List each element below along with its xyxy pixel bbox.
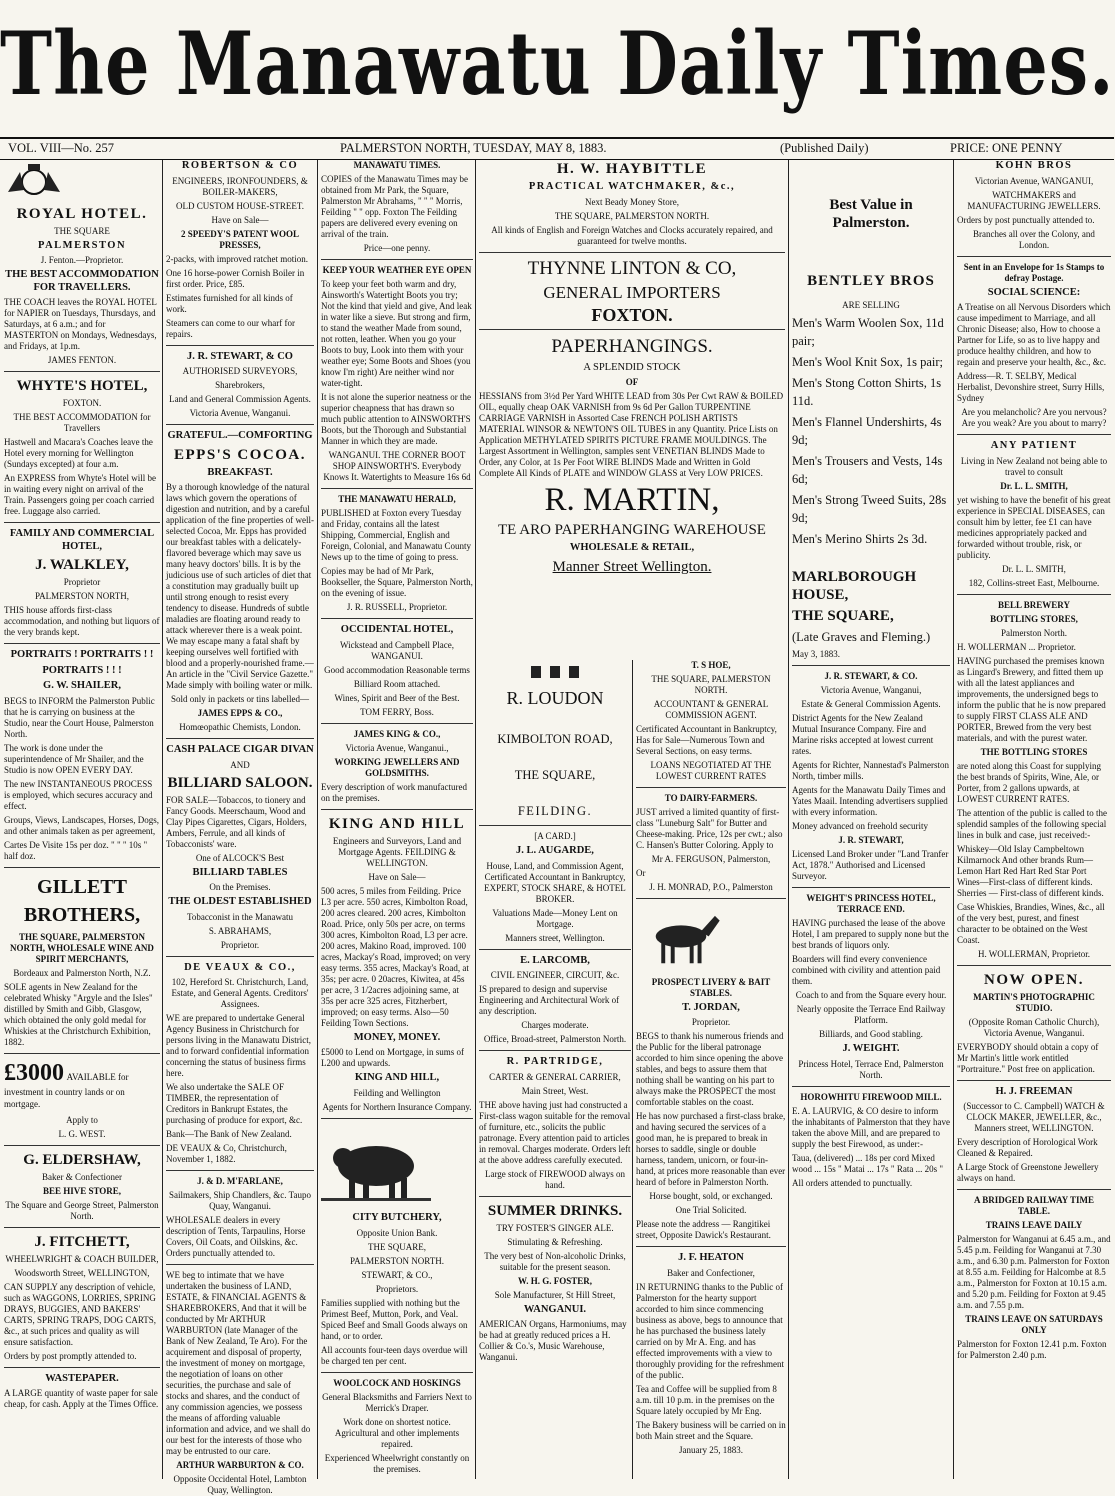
case-text: Case Whiskies, Brandies, Wines, &c., all of the very best, purest, and finest character to be obtained on the West Coast.: [957, 901, 1105, 945]
epps-breakfast: BREAKFAST.: [207, 466, 273, 478]
bell-addr: Palmerston North.: [1001, 627, 1067, 638]
martin-trade: TE ARO PAPERHANGING WAREHOUSE: [498, 522, 766, 538]
column-6: [957, 160, 1111, 1479]
eldershaw-trade: Baker & Confectioner: [42, 1171, 122, 1182]
ornament-icon: [525, 662, 585, 682]
price-penny: Price—one penny.: [363, 243, 431, 253]
nearly: Nearly opposite the Terrace End Railway Platform.: [796, 1004, 946, 1025]
cash-palace: CASH PALACE CIGAR DIVAN: [166, 744, 314, 755]
shailer-text-4: Groups, Views, Landscapes, Horses, Dogs, and other animals taken as per agreement,: [4, 814, 160, 836]
card-label: [A CARD.]: [534, 831, 576, 841]
haybittle-text: All kinds of English and Foreign Watches and Clocks accurately repaired, and guaranteed for twelve months.: [491, 224, 773, 246]
whytes-hotel-accom: THE BEST ACCOMMODATION for Travellers: [13, 412, 151, 433]
butchery-square: THE SQUARE,: [368, 1241, 426, 1252]
wollerman-2: H. WOLLERMAN, Proprietor.: [977, 948, 1091, 959]
shailer-text: BEGS to INFORM the Palmerston Public that he is carrying on business at the Studio, near the Court House, Palmerston North.: [4, 695, 155, 739]
occidental-billiard: Billiard Room attached.: [353, 678, 441, 689]
smith-name: Dr. L. L. SMITH,: [1000, 480, 1068, 491]
royal-hotel-coach: THE COACH leaves the ROYAL HOTEL for NAPIER on Tuesdays, Thursdays, and Saturdays, at 6 a.m.; and for MASTERTON on Mondays, Wednesdays, and Fridays, at 1p.m.: [4, 297, 157, 351]
butchery-text-2: All accounts four-teen days overdue will be charged ten per cent.: [321, 1344, 468, 1366]
monrad: J. H. MONRAD, P.O., Palmerston: [649, 882, 773, 892]
occidental-wines: Wines, Spirit and Beer of the Best.: [334, 692, 460, 703]
summer-drinks: SUMMER DRINKS.: [487, 1202, 623, 1219]
freeman-text-3: A Large Stock of Greenstone Jewellery always on hand.: [957, 1162, 1099, 1183]
butchery-proprietors: Proprietors.: [375, 1283, 419, 1294]
heaton-text: IN RETURNING thanks to the Public of Palmerston for the hearty support accorded to him since commencing business as above, begs to announce that he has purchased the business lately carried on by Mr A. Eng. and has effected improvements with a view to thoroughly providing for the refreshment of the public.: [636, 1281, 784, 1380]
sent-envelope: Sent in an Envelope for 1s Stamps to defray Postage.: [963, 261, 1105, 283]
horse-illustration-icon: [636, 908, 726, 968]
haybittle-next: Next Beady Money Store,: [585, 196, 679, 207]
heaton-text-2: Tea and Coffee will be supplied from 8 a.m. till 10 p.m. in the premises on the Square lately occupied by Mr Eng.: [636, 1383, 777, 1416]
sale-text: FOR SALE—Tobaccos, to tionery and Fancy Goods. Meerschaum, Wood and Clay Pipes Cigarettes, Cigars, Holders, Ambers, Ferrule, and all kinds of Tobacconists' ware.: [166, 794, 307, 849]
address-note: Please note the address — Rangitikei street, Opposite Dawick's Restaurant.: [636, 1219, 771, 1240]
stock-list: HESSIANS from 3½d Per Yard WHITE LEAD from 30s Per Cwt RAW & BOILED OIL, equally cheap OAK VARNISH from 9s 6d Per Gallon TURPENTINE CARRIAGE VARNISH in Assorted Case FRENCH POLISH ARTISTS MATERIAL WINSOR & NEWTON'S OIL TUBES in any Quantity. Price Lists on Application METHYLATED SPIRITS PICTURE FRAME MOULDINGS. The Largest Assortment in Wellington, samples sent VENETIAN BLINDS Made to Order, any Color, at 1s Per Foot WIRE BLINDS Made and Written in Gold Complete All Kinds of PLATE and WINDOW GLASS at Very LOW PRICES.: [479, 391, 784, 478]
herald-text: PUBLISHED at Foxton every Tuesday and Friday, contains all the latest Shipping, Commercial, English and Foreign, Colonial, and Manawatu County News up to the time of going to press.: [321, 508, 471, 562]
partridge-fire: Large stock of FIREWOOD always on hand.: [484, 1168, 626, 1190]
american-organs: AMERICAN Organs, Harmoniums, may be had at greatly reduced prices a H. Collier & Co.'s, Music Warehouse, Wanganui.: [479, 1319, 627, 1362]
deveaux-text-2: We also undertake the SALE OF TIMBER, the representation of Creditors in Bankrupt Estates, the purchasing of produce for export, &c.: [166, 1082, 303, 1125]
walkley-text: THIS house affords first-class accommodation, and nothing but liquors of the very brands kept.: [4, 605, 160, 637]
larcomb-charges: Charges moderate.: [521, 1020, 589, 1030]
warburton-addr: Opposite Occidental Hotel, Lambton Quay, Wellington.: [173, 1474, 307, 1495]
tobacconist: Tobacconist in the Manawatu: [186, 911, 294, 922]
column-rule: [788, 160, 789, 1479]
column-rule: [317, 160, 318, 1479]
whytes-hotel-title: WHYTE'S HOTEL,: [16, 378, 148, 394]
dateline: [0, 137, 1114, 160]
martin-photo-addr: (Opposite Roman Catholic Church), Victoria Avenue, Wanganui.: [968, 1016, 1100, 1038]
heaton-name: J. F. HEATON: [678, 1252, 744, 1263]
heaton-date: January 25, 1883.: [679, 1444, 743, 1455]
social-science: SOCIAL SCIENCE:: [987, 286, 1081, 298]
martin-photo: MARTIN'S PHOTOGRAPHIC STUDIO.: [973, 991, 1095, 1013]
robertson-name: ROBERTSON & CO: [181, 160, 299, 171]
mfarlane-trade: Sailmakers, Ship Chandlers, &c. Taupo Quay, Wanganui.: [169, 1190, 311, 1211]
eldershaw-name: G. ELDERSHAW,: [23, 1151, 141, 1168]
russell: J. R. RUSSELL, Proprietor.: [346, 602, 448, 612]
augarde-val: Valuations Made—Money Lent on Mortgage.: [492, 907, 618, 929]
fitchett-trade: WHEELWRIGHT & COACH BUILDER,: [5, 1253, 159, 1264]
robertson-ratchet: 2-packs, with improved ratchet motion.: [166, 253, 308, 264]
royal-hotel-prop: J. Fenton.—Proprietor.: [40, 255, 124, 265]
ferguson: Mr A. FERGUSON, Palmerston,: [651, 854, 771, 864]
copies-text: COPIES of the Manawatu Times may be obtained from Mr Park, the Square, Palmerston Mr Abrahams, " " " Morris, Feilding " " opp. Foxton The Feilding papers are delivered every evening on arrival of the train.: [321, 174, 468, 239]
stewart-land: Land and General Commission Agents.: [169, 394, 311, 404]
freeman-text-2: Every description of Horological Work Cleaned & Repaired.: [957, 1137, 1098, 1158]
stewart-name-3: J. R. STEWART,: [838, 835, 904, 845]
gillett-brothers: GILLETT BROTHERS,: [23, 875, 141, 926]
billiards: Billiards, and Good stabling.: [819, 1029, 923, 1039]
warburton-text: WE beg to intimate that we have undertaken the business of LAND, ESTATE, & FINANCIAL AGENTS & SHAREBROKERS, And that it will be conducted by Mr ARTHUR WARBURTON (late Manager of the Bank of New Zealand, Te Aro). For the acquirement and disposal of property, the investment of money on mortgage, the negotiation of loans on other securities, the purchase and sale of stocks and shares, and the conduct of any commission agencies, we possess the means of affording valuable information and advice, and we shall do our best for the interests of those who may be entrusted to our care.: [166, 1270, 311, 1456]
fitchett-post: Orders by post promptly attended to.: [4, 1350, 137, 1361]
firewood-prices: Taua, (delivered) ... 18s per cord Mixed wood ... 15s " Matai ... 17s " Rata ... 20s ": [792, 1152, 944, 1174]
king-hill: KING AND HILL: [328, 815, 466, 832]
loudon-name: R. LOUDON: [506, 688, 604, 708]
martin-name: R. MARTIN,: [544, 482, 720, 518]
partridge-text: THE above having just had constructed a First-class wagon suitable for the removal of furniture, etc., solicits the public patronage. Every attention paid to articles in removal. Charges moderate. Orders left at the above address carefully executed.: [479, 1099, 631, 1165]
king-hill-list: 500 acres, 5 miles from Feilding. Price L3 per acre. 550 acres, Kimbolton Road, 200 acres cleared. 200 acres, Kimbolton Road. Price, only 50s per acre, on terms 300 acres, Kimbolton Road, L3 per acre. 200 acres, Makino Road, improved. 100 acres, Mackay's Road, improved; on very easy terms. 355 acres, Mackay's Road, at 35s; per acre. 0 20acres, Kiwitea, at 45s per acre, 3 1/2acres adjoining same, at 35s per acre 325 acres, Fitzherbert, improved; on easy terms. Also—50 Feilding Town Sections.: [321, 885, 471, 1028]
king-hill-2-addr: Feilding and Wellington: [353, 1087, 441, 1098]
robertson-presses: 2 SPEEDY'S PATENT WOOL PRESSES,: [180, 228, 300, 250]
fitchett-text: CAN SUPPLY any description of vehicle, such as WAGGONS, LORRIES, SPRING DRAYS, BUGGIES, AND BAKERS' CARTS, SPRING TRAPS, DOG CARTS, &c., at such prices and quality as will ensure satisfaction.: [4, 1281, 157, 1347]
partridge-name: R. PARTRIDGE,: [506, 1056, 604, 1067]
questions: Are you melancholic? Are you nervous? Are you weak? Are you about to marry?: [961, 407, 1107, 428]
robertson-steamers: Steamers can come to our wharf for repairs.: [166, 317, 295, 339]
item-6: Men's Strong Tweed Suits, 28s 9d;: [792, 493, 947, 525]
column-rule: [162, 160, 163, 1479]
heaton-trade: Baker and Confectioner,: [667, 1267, 755, 1278]
larcomb-text: IS prepared to design and supervise Engineering and Architectural Work of any description.: [479, 984, 620, 1016]
haybittle-trade: PRACTICAL WATCHMAKER, &c.,: [528, 181, 736, 192]
robertson-sale: Have on Sale—: [211, 214, 269, 225]
column-rule: [953, 160, 954, 1479]
wollerman: H. WOLLERMAN ... Proprietor.: [957, 641, 1076, 652]
trains-saturdays: TRAINS LEAVE ON SATURDAYS ONLY: [965, 1314, 1103, 1335]
mfarlane-text: WHOLESALE dealers in every description of Tents, Tarpaulins, Horse Covers, Oil Coats, and Oilskins, &c. Orders punctually attended to.: [166, 1215, 306, 1258]
gillett-addr: Bordeaux and Palmerston North, N.Z.: [13, 967, 151, 978]
family-hotel-title: FAMILY AND COMMERCIAL HOTEL,: [9, 528, 155, 552]
larcomb-office: Office, Broad-street, Palmerston North.: [483, 1034, 627, 1044]
thynne-trade: GENERAL IMPORTERS: [543, 282, 721, 302]
keep-dry-text-2: It is not alone the superior neatness or the superior cheapness that has drawn so much public attention to AINSWORTH'S Boots, but the Thorough and Substantial Manner in which they are made.: [321, 392, 471, 446]
fitchett-addr: Woodsworth Street, WELLINGTON,: [14, 1267, 150, 1278]
bell-brewery: BELL BREWERY: [998, 599, 1070, 610]
fitchett-name: J. FITCHETT,: [34, 1233, 130, 1250]
saturdays-text: Palmerston for Foxton 12.41 p.m. Foxton for Palmerston 2.40 p.m.: [957, 1339, 1107, 1360]
paperhangings: PAPERHANGINGS.: [551, 335, 713, 357]
epps-name: EPPS'S COCOA.: [173, 446, 306, 463]
heaton-text-3: The Bakery business will be carried on in both Main street and the Square.: [636, 1419, 786, 1441]
column-4-left: [479, 660, 631, 1479]
stewart-addr: Victoria Avenue, Wanganui.: [189, 408, 291, 418]
keep-dry-text: To keep your feet both warm and dry, Ainsworth's Watertight Boots you try; Not the kind that yield and give, And leak in water like a sieve. But strong and firm, to stand the weather Made from sound, not rotten, leather. When you go your Boots to buy, Look into them with your weather eye; Some Boots and Shoes (you know I'm right) Are neither wind nor water-tight.: [321, 279, 472, 388]
smith-addr: 182, Collins-street East, Melbourne.: [968, 577, 1100, 588]
loans: LOANS NEGOTIATED AT THE LOWEST CURRENT RATES: [650, 760, 772, 781]
opposite-bank: Opposite Union Bank.: [356, 1227, 438, 1238]
deveaux-bank: Bank—The Bank of New Zealand.: [166, 1129, 292, 1139]
money-text: £5000 to Lend on Mortgage, in sums of L200 and upwards.: [321, 1047, 464, 1068]
woolcock-trade: General Blacksmiths and Farriers Next to Merrick's Draper.: [322, 1391, 472, 1413]
king-trade: WORKING JEWELLERS AND GOLDSMITHS.: [334, 756, 460, 778]
butchery-text: Families supplied with nothing but the Primest Beef, Mutton, Pork, and Veal. Spiced Beef and Small Goods always on hand, or to order.: [321, 1297, 468, 1341]
stewart-trade-2: Estate & General Commission Agents.: [801, 699, 941, 709]
item-3: Men's Stong Cotton Shirts, 1s 11d.: [792, 376, 942, 408]
item-5: Men's Trousers and Vests, 14s 6d;: [792, 454, 943, 486]
foster-place: WANGANUI.: [523, 1303, 587, 1315]
royal-hotel-sign: JAMES FENTON.: [47, 355, 117, 365]
epps-sold: Sold only in packets or tins labelled—: [171, 694, 309, 704]
partridge-addr: Main Street, West.: [521, 1085, 589, 1096]
billiard-saloon: BILLIARD SALOON.: [167, 774, 313, 791]
eldershaw-store: BEE HIVE STORE,: [42, 1185, 122, 1196]
column-2: [166, 160, 314, 1495]
splendid-stock: A SPLENDID STOCK: [583, 361, 681, 373]
robertson-addr: OLD CUSTOM HOUSE-STREET.: [176, 200, 304, 211]
foster-trade: Sole Manufacturer, St Hill Street,: [494, 1289, 616, 1300]
bull-illustration-icon: [321, 1128, 431, 1204]
place-date: PALMERSTON NORTH, TUESDAY, MAY 8, 1883.: [340, 141, 607, 155]
alcock: One of ALCOCK'S Best: [195, 852, 285, 863]
abrahams-prop: Proprietor.: [220, 939, 260, 950]
hoe-name: T. S HOE,: [691, 660, 731, 670]
occidental-hotel: OCCIDENTAL HOTEL,: [340, 624, 454, 635]
column-4-right: [636, 660, 786, 1479]
kohn-trade: WATCHMAKERS and MANUFACTURING JEWELLERS.: [967, 189, 1101, 211]
orders-text: All orders attended to punctually.: [792, 1177, 913, 1188]
wastepaper-heading: WASTEPAPER.: [45, 1372, 119, 1384]
selby-addr: Address—R. T. SELBY, Medical Herbalist, Devonshire street, Surry Hills, Sydney: [957, 371, 1105, 403]
laurvig-text: E. A. LAURVIG, & CO desire to inform the inhabitants of Palmerston that they have taken the above Mill, and are prepared to supply the best Firewood, as under:-: [792, 1105, 950, 1149]
king-hill-sale: Have on Sale—: [368, 871, 426, 882]
smith-name-2: Dr. L. L. SMITH,: [1002, 563, 1066, 574]
robertson-est: Estimates furnished for all kinds of work.: [166, 292, 293, 314]
volume-number: VOL. VIII—No. 257: [8, 141, 115, 155]
stewart-text-2: Agents for Richter, Nannestad's Palmerston North, timber mills.: [792, 760, 949, 781]
shailer-price: Cartes De Visite 15s per doz. " " " 10s " half doz.: [4, 839, 148, 861]
royal-hotel-place: PALMERSTON: [37, 239, 127, 251]
freeman-text: (Successor to C. Campbell) WATCH & CLOCK MAKER, JEWELLER, &c., Manners street, WELLINGTON.: [963, 1101, 1105, 1133]
deveaux-sign: DE VEAUX & Co, Christchurch, November 1, 1882.: [166, 1143, 287, 1164]
weight-addr: Princess Hotel, Terrace End, Palmerston North.: [798, 1058, 944, 1080]
haybittle-name: H. W. HAYBITTLE: [556, 161, 708, 177]
column-1: [4, 160, 160, 1479]
dairy-heading: TO DAIRY-FARMERS.: [664, 793, 758, 803]
stewart-money: Money advanced on freehold security: [792, 821, 928, 831]
augarde-name: J. L. AUGARDE,: [516, 845, 594, 856]
horowhitu: HOROWHITU FIREWOOD MILL.: [800, 1091, 942, 1102]
deveaux-name: DE VEAUX & CO.,: [184, 961, 296, 973]
herald-copies: Copies may be had of Mr Park, Bookseller, the Square, Palmerston North, on the evening of issue.: [321, 566, 473, 598]
best-value: Best Value in Palmerston.: [829, 197, 913, 231]
pounds-amount: £3000: [4, 1059, 64, 1086]
summer-try: TRY FOSTER'S GINGER ALE.: [496, 1222, 614, 1233]
price: PRICE: ONE PENNY: [950, 141, 1063, 155]
stewart-share: Sharebrokers,: [215, 380, 265, 390]
dairy-text: JUST arrived a limited quantity of first-class "Luneburg Salt" for Butter and Cheese-making. Price, 12s per cwt.; also C. Hansen's Butter Coloring. Apply to: [636, 807, 783, 850]
stewart-text-4: Licensed Land Broker under "Land Tranfer Act, 1878." Authorised and Licensed Surveyor.: [792, 849, 949, 881]
king-addr: Victoria Avenue, Wanganui.,: [345, 742, 449, 753]
livery-stables: PROSPECT LIVERY & BAIT STABLES.: [651, 976, 771, 998]
kohn-bros: KOHN BROS: [995, 160, 1073, 171]
shailer-name: G. W. SHAILER,: [43, 680, 121, 691]
jordan-text: BEGS to thank his numerous friends and the Public for the liberal patronage accorded to him since opening the above stables, and begs to assure them that nothing shall be wanting on his part to always make the PROSPECT the most comfortable stables on the coast.: [636, 1031, 784, 1107]
weight-text: HAVING purchased the lease of the above Hotel, I am prepared to supply none but the best brands of liquors only.: [792, 918, 949, 950]
whytes-hotel-express: An EXPRESS from Whyte's Hotel will be in waiting every night on arrival of the Train. Passengers going per coach carried free. Luggage also carried.: [4, 473, 156, 516]
stewart-name: J. R. STEWART, & CO: [187, 350, 293, 362]
eldershaw-addr: The Square and George Street, Palmerston North.: [5, 1199, 159, 1221]
everybody-text: EVERYBODY should obtain a copy of Mr Martin's little work entitled "Portraiture." Post free on application.: [957, 1041, 1099, 1074]
marlborough-house: MARLBOROUGH HOUSE,: [792, 569, 917, 603]
the-square: THE SQUARE,: [514, 768, 596, 782]
king-co: JAMES KING & CO.,: [353, 728, 441, 739]
jordan-name: T. JORDAN,: [682, 1001, 740, 1013]
deveaux-text: WE are prepared to undertake General Agency Business in Christchurch for persons living in the Manawatu District, and to forward confidential information concerning the status of business firms here.: [166, 1013, 311, 1078]
stewart-name-2: J. R. STEWART, & CO.: [824, 671, 918, 681]
freeman-name: H. J. FREEMAN: [995, 1085, 1073, 1097]
hoe-text: Certificated Accountant in Bankruptcy, Has for Sale—Numerous Town and Several Sections, on easy terms.: [636, 724, 777, 756]
money-heading: MONEY, MONEY.: [353, 1031, 441, 1043]
woolcock: WOOLCOCK AND HOSKINGS: [333, 1377, 461, 1388]
epps-head: GRATEFUL.—COMFORTING: [167, 430, 313, 441]
spirits-list: Whiskey—Old Islay Campbeltown Kilmarnock And other brands Rum—Lemon Hart Red Hart Red Star Port Wines—First-class of different kinds. Sherries — First-class of different kinds.: [957, 843, 1104, 898]
jordan-prop: Proprietor.: [691, 1017, 731, 1027]
patient-text: Living in New Zealand not being able to travel to consult: [960, 455, 1108, 477]
foster-name: W. H. G. FOSTER,: [518, 1275, 592, 1286]
patient-heading: ANY PATIENT: [990, 440, 1078, 451]
oldest: THE OLDEST ESTABLISHED: [168, 896, 312, 907]
manawatu-times-heading: MANAWATU TIMES.: [353, 160, 441, 170]
larcomb-trade: CIVIL ENGINEER, CIRCUIT, &c.: [490, 970, 620, 980]
royal-hotel-title: ROYAL HOTEL.: [16, 205, 148, 222]
gillett-sub: THE SQUARE, PALMERSTON NORTH, WHOLESALE WINE AND SPIRIT MERCHANTS,: [10, 931, 154, 964]
published-note: (Published Daily): [780, 141, 869, 155]
item-1: Men's Warm Woolen Sox, 11d pair;: [792, 316, 944, 348]
kohn-addr: Victorian Avenue, WANGANUI,: [974, 175, 1094, 186]
pounds-text: AVAILABLE for investment in country lands or on mortgage.: [4, 1071, 129, 1109]
thynne-foxton: FOXTON.: [591, 304, 673, 325]
weight-name: J. WEIGHT.: [842, 1043, 900, 1054]
haybittle-addr: THE SQUARE, PALMERSTON NORTH.: [554, 210, 710, 221]
robertson-trade: ENGINEERS, IRONFOUNDERS, & BOILER-MAKERS,: [172, 175, 308, 197]
whytes-hotel-place: FOXTON.: [62, 398, 102, 408]
kimbolton-road: KIMBOLTON ROAD,: [497, 732, 613, 746]
jordan-horses: Horse bought, sold, or exchanged.: [649, 1191, 773, 1201]
ferry: TOM FERRY, Boss.: [360, 706, 434, 717]
hoe-trade: ACCOUNTANT & GENERAL COMMISSION AGENT.: [653, 699, 769, 720]
trains-daily: TRAINS LEAVE DAILY: [985, 1220, 1083, 1230]
stewart-trade: AUTHORISED SURVEYORS,: [182, 366, 298, 376]
bottling-heading: THE BOTTLING STORES: [980, 746, 1088, 757]
kohn-text: Orders by post punctually attended to.: [957, 214, 1095, 225]
stewart-text-3: Agents for the Manawatu Daily Times and Yates Maail. Intending advertisers supplied with every information.: [792, 785, 948, 817]
now-open: NOW OPEN.: [984, 971, 1084, 988]
bottling-text: are noted along this Coast for supplying the best brands of Spirits, Wine, Ale, or Porter, from 2 gallons upwards, at LOWEST CURRENT RATES.: [957, 760, 1101, 804]
agents-text: Agents for Northern Insurance Company.: [322, 1101, 472, 1112]
epps-chem: Homœopathic Chemists, London.: [179, 722, 301, 732]
king-hill-trade: Engineers and Surveyors, Land and Mortgage Agents. FEILDING & WELLINGTON.: [332, 835, 462, 868]
social-text: A Treatise on all Nervous Disorders which cause impediment to Marriage, and all Chronic Disease; also, How to choose a Partner for Life, so as to live happy and produce healthy children, and how to regain and preserve your health, &c., &c.: [957, 302, 1111, 367]
summer-stim: Stimulating & Refreshing.: [507, 1236, 603, 1247]
bentley-bros: BENTLEY BROS: [807, 273, 935, 289]
west-name: L. G. WEST.: [58, 1128, 106, 1139]
augarde-trade: House, Land, and Commission Agent, Certificated Accountant in Bankruptcy, EXPERT, STOCK SHARE, & HOTEL BROKER.: [484, 860, 626, 904]
herald-name: THE MANAWATU HERALD,: [338, 494, 456, 504]
billiard-tables: BILLIARD TABLES: [192, 866, 288, 878]
marlborough-late: (Late Graves and Fleming.): [792, 630, 931, 644]
marlborough-square: THE SQUARE,: [792, 608, 894, 624]
and-text: AND: [230, 759, 250, 770]
column-rule: [475, 160, 476, 1479]
martin-addr: Manner Street Wellington.: [552, 558, 712, 575]
masthead: [0, 0, 1114, 135]
butchery-stewart: STEWART, & CO.,: [361, 1269, 433, 1280]
epps-text: By a thorough knowledge of the natural laws which govern the operations of digestion and nutrition, and by a careful application of the fine properties of well-selected Cocoa, Mr. Epps has provided our breakfast tables with a delicately-flavored beverage which may save us many heavy doctors' bills. It is by the judicious use of such articles of diet that a constitution may gradually built up until strong enough to resist every tendency to disease. Hundreds of subtle maladies are floating around ready to attack wherever there is a weak point. We may escape many a fatal shaft by keeping ourselves well fortified with blood and a properly-nourished frame.—An article in the "Civil Service Gazette." Made simply with boiling water or milk.: [166, 482, 314, 690]
premises: On the Premises.: [209, 882, 271, 892]
city-butchery: CITY BUTCHERY,: [352, 1212, 442, 1223]
bottling-stores: BOTTLING STORES,: [990, 613, 1078, 624]
royal-crest-icon: [4, 162, 64, 198]
column-3: [321, 160, 473, 1479]
epps-co: JAMES EPPS & CO.,: [197, 708, 283, 718]
hoe-addr: THE SQUARE, PALMERSTON NORTH.: [651, 674, 771, 695]
are-selling: ARE SELLING: [842, 300, 900, 310]
portraits-heading-2: PORTRAITS ! ! !: [42, 664, 122, 676]
butchery-palmerston: PALMERSTON NORTH.: [350, 1255, 444, 1266]
weight-text-2: Boarders will find every convenience combined with civility and attention paid them.: [792, 954, 941, 986]
king-text: Every description of work manufactured on the premises.: [321, 781, 467, 803]
attention-text: The attention of the public is called to the splendid samples of the following special lines in bulk and case, just received:-: [957, 807, 1107, 840]
robertson-boiler: One 16 horse-power Cornish Boiler in first order. Price, £85.: [166, 267, 305, 289]
woolcock-text: Work done on shortest notice. Agricultural and other implements repaired.: [334, 1416, 460, 1449]
corner-boot: WANGANUI. THE CORNER BOOT SHOP AINSWORTH'S. Everybody Knows It. Watertights to Measure 16s 6d: [323, 450, 471, 482]
deveaux-addr: 102, Hereford St. Christchurch, Land, Estate, and General Agents. Creditors' Assignees.: [171, 977, 309, 1009]
newspaper-title: The Manawatu Daily Times.: [0, 11, 1115, 116]
column-5: [792, 160, 950, 1479]
woolcock-text-2: Experienced Wheelwright constantly on the premises.: [324, 1452, 470, 1474]
wollerman-text: HAVING purchased the premises known as Lingard's Brewery, and fitted them up with all the latest appliances and improvements, the undersigned begs to inform the public that he is now prepared to supply FIRST CLASS ALE AND PORTER, Brewed from the very best materials, and with the purest water.: [957, 655, 1106, 743]
thynne-name: THYNNE LINTON & CO,: [527, 257, 737, 279]
apply-to: Apply to: [66, 1114, 98, 1125]
shailer-text-3: The new INSTANTANEOUS PROCESS is employed, which secures accuracy and effect.: [4, 778, 153, 811]
wastepaper-text: A LARGE quantity of waste paper for sale cheap, for cash. Apply at the Times Office.: [4, 1388, 159, 1409]
item-2: Men's Wool Knit Sox, 1s pair;: [792, 355, 944, 369]
weight-hotel: WEIGHT'S PRINCESS HOTEL, TERRACE END.: [806, 893, 936, 914]
occidental-addr: Wickstead and Campbell Place, WANGANUI.: [339, 639, 455, 661]
item-7: Men's Merino Shirts 2s 3d.: [792, 532, 928, 546]
item-4: Men's Flannel Undershirts, 4s 9d;: [792, 415, 942, 447]
larcomb-name: E. LARCOMB,: [520, 954, 590, 966]
stewart-text: District Agents for the New Zealand Mutual Insurance Company. Fire and Marine risks accepted at lowest current rates.: [792, 713, 934, 756]
of-text: OF: [625, 377, 639, 387]
smith-text: yet wishing to have the benefit of his great experience in SPECIAL DISEASES, can consult him by letter, fee £1 can have medicines appropriately packed and forwarded without trouble, risk, or publicity.: [957, 494, 1111, 560]
abrahams: S. ABRAHAMS,: [208, 925, 272, 936]
gillett-text: SOLE agents in New Zealand for the celebrated Whisky "Argyle and the Isles" distilled by Smith and Gibb, Glasgow, which obtained the only gold medal for Whiskies at the Christchurch Exhibition, 1882.: [4, 981, 153, 1047]
walkley-place: PALMERSTON NORTH,: [35, 591, 129, 601]
king-hill-2: KING AND HILL,: [354, 1072, 440, 1083]
kohn-branches: Branches all over the Colony, and London.: [973, 228, 1095, 250]
feilding: FEILDING.: [517, 804, 593, 818]
portraits-heading-1: PORTRAITS ! PORTRAITS ! !: [10, 649, 154, 660]
bridged-timetable: A BRIDGED RAILWAY TIME TABLE.: [973, 1195, 1095, 1216]
or-text: Or: [636, 868, 646, 878]
jordan-text-2: He has now purchased a first-class brake, and having secured the services of a good man, he is prepared to break in horses to saddle, single or double harness, tandem, unicorn, or four-in-hand, at prices more reasonable than ever heard of before in Palmerston North.: [636, 1111, 786, 1187]
augarde-addr: Manners street, Wellington.: [505, 932, 605, 943]
keep-dry-heading: KEEP YOUR WEATHER EYE OPEN: [322, 265, 472, 275]
warburton-sign: ARTHUR WARBURTON & CO.: [176, 1460, 304, 1470]
partridge-trade: CARTER & GENERAL CARRIER,: [489, 1071, 621, 1082]
occidental-good: Good accommodation Reasonable terms: [324, 664, 470, 675]
royal-hotel-sub: THE SQUARE: [54, 225, 110, 236]
royal-hotel-accom: THE BEST ACCOMMODATION FOR TRAVELLERS.: [5, 269, 159, 293]
martin-whole: WHOLESALE & RETAIL,: [569, 542, 695, 553]
column-rule: [632, 660, 633, 1479]
summer-text: The very best of Non-alcoholic Drinks, suitable for the present season.: [484, 1250, 626, 1272]
walkley-prop: Proprietor: [63, 577, 101, 587]
whytes-hotel-coach: Hastwell and Macara's Coaches leave the Hotel every morning for Wellington (Sundays excepted) at four a.m.: [4, 437, 153, 469]
marlborough-date: May 3, 1883.: [792, 649, 840, 659]
walkley-name: J. WALKLEY,: [35, 557, 129, 573]
one-trial: One Trial Solicited.: [675, 1205, 747, 1215]
stewart-addr-2: Victoria Avenue, Wanganui,: [820, 685, 922, 695]
mfarlane-name: J. & D. M'FARLANE,: [197, 1176, 283, 1186]
coach: Coach to and from the Square every hour.: [795, 990, 947, 1000]
shailer-text-2: The work is done under the superintendence of Mr Shailer, and the Studio is now OPEN EVERY DAY.: [4, 742, 144, 775]
trains-text: Palmerston for Wanganui at 6.45 a.m., and 5.45 p.m. Feilding for Wanganui at 7.30 a.m., and 6.30 p.m. Palmerston for Foxton at 8.55 a.m. Feilding for Halcombe at 8.5 a.m., Palmerston for Foxton at 10.15 a.m. and 5.20 p.m. Feilding for Foxton at 9.45 a.m. and 7.55 p.m.: [957, 1234, 1111, 1310]
